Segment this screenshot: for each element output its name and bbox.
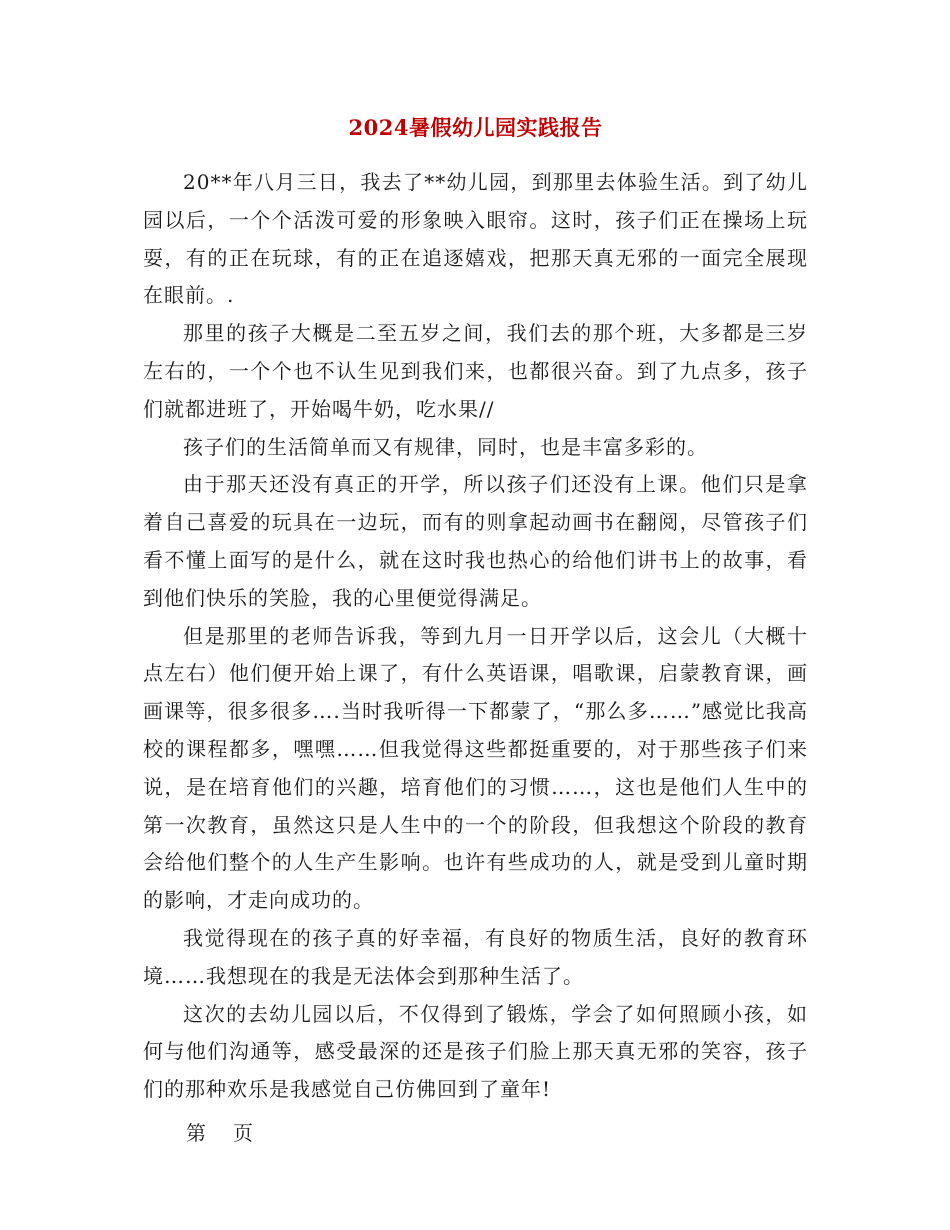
paragraph-6: 我觉得现在的孩子真的好幸福，有良好的物质生活，良好的教育环境……我想现在的我是无法体会到那种生活了。 bbox=[143, 925, 808, 988]
document-title: 2024暑假幼儿园实践报告 bbox=[348, 115, 603, 140]
paragraph-7: 这次的去幼儿园以后，不仅得到了锻炼，学会了如何照顾小孩，如何与他们沟通等，感受最深的还是孩子们脸上那天真无邪的笑容，孩子们的那种欢乐是我感觉自己仿佛回到了童年! bbox=[143, 1001, 808, 1102]
page-label-right: 页 bbox=[233, 1120, 254, 1145]
page-label-left: 第 bbox=[186, 1120, 207, 1145]
paragraph-1: 20**年八月三日，我去了**幼儿园，到那里去体验生活。到了幼儿园以后，一个个活泼可爱的形象映入眼帘。这时，孩子们正在操场上玩耍，有的正在玩球，有的正在追逐嬉戏，把那天真无邪的一面完全展现在眼前。. bbox=[143, 170, 808, 308]
document-page bbox=[143, 112, 808, 1152]
paragraph-5: 但是那里的老师告诉我，等到九月一日开学以后，这会儿（大概十点左右）他们便开始上课了，有什么英语课，唱歌课，启蒙教育课，画画课等，很多很多….当时我听得一下都蒙了，“那么多……”感觉比我高校的课程都多，嘿嘿……但我觉得这些都挺重要的，对于那些孩子们来说，是在培育他们的兴趣，培育他们的习惯……，这也是他们人生中的第一次教育，虽然这只是人生中的一个的阶段，但我想这个阶段的教育会给他们整个的人生产生影响。也许有些成功的人，就是受到儿童时期的影响，才走向成功的。 bbox=[143, 623, 808, 913]
page-number-footer bbox=[143, 1115, 808, 1152]
paragraph-2: 那里的孩子大概是二至五岁之间，我们去的那个班，大多都是三岁左右的，一个个也不认生见到我们来，也都很兴奋。到了九点多，孩子们就都进班了，开始喝牛奶，吃水果// bbox=[143, 321, 808, 421]
paragraph-3: 孩子们的生活简单而又有规律，同时，也是丰富多彩的。 bbox=[183, 434, 708, 459]
paragraph-4: 由于那天还没有真正的开学，所以孩子们还没有上课。他们只是拿着自己喜爱的玩具在一边玩，而有的则拿起动画书在翻阅，尽管孩子们看不懂上面写的是什么，就在这时我也热心的给他们讲书上的故事，看到他们快乐的笑脸，我的心里便觉得满足。 bbox=[143, 472, 808, 610]
